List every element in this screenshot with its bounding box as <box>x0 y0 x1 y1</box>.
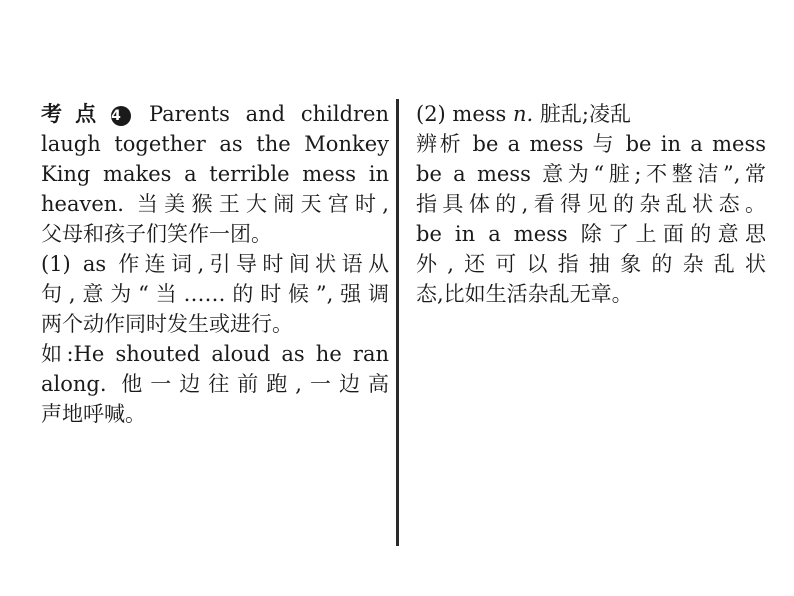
column-divider <box>396 99 399 546</box>
text-line: 指具体的,看得见的杂乱状态。 <box>416 192 766 216</box>
text-line: along. 他一边往前跑,一边高 <box>41 372 389 396</box>
kaodian-label: 考点 <box>41 102 110 126</box>
mess-heading <box>416 99 766 129</box>
text-line: heaven. 当美猴王大闹天宫时, <box>41 192 389 216</box>
text-line: King makes a terrible mess in <box>41 162 389 186</box>
text-line: 声地呼喊。 <box>41 402 146 426</box>
heading-prefix: (2) mess <box>416 102 513 126</box>
text-line: laugh together as the Monkey <box>41 132 389 156</box>
heading-meaning: 脏乱;凌乱 <box>533 102 631 126</box>
text-line: 父母和孩子们笑作一团。 <box>41 222 272 246</box>
text-line: Parents and children <box>148 102 390 126</box>
text-line: be a mess 意为“脏;不整洁”,常 <box>416 162 766 186</box>
text-line: 两个动作同时发生或进行。 <box>41 312 293 336</box>
text-line: 如:He shouted aloud as he ran <box>41 342 389 366</box>
text-line: (1) as 作连词,引导时间状语从 <box>41 252 389 276</box>
kaodian-number-badge: 4 <box>111 106 131 126</box>
kaodian-line <box>41 99 389 129</box>
text-line: 态,比如生活杂乱无章。 <box>416 282 633 306</box>
part-of-speech: n. <box>513 102 534 126</box>
text-line: 句,意为“当……的时候”,强调 <box>41 282 389 306</box>
left-column <box>41 99 389 429</box>
text-line: 外,还可以指抽象的杂乱状 <box>416 252 766 276</box>
text-line: 辨析 be a mess 与 be in a mess <box>416 132 766 156</box>
text-line: be in a mess 除了上面的意思 <box>416 222 766 246</box>
right-column <box>416 99 766 309</box>
